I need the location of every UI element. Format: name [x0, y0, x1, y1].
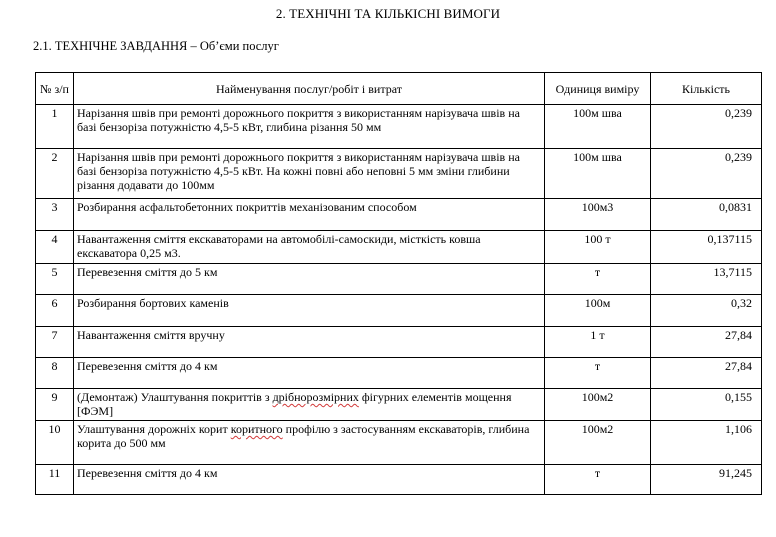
row-qty: 0,137115	[651, 231, 762, 264]
table-row	[36, 327, 762, 358]
row-num: 2	[36, 149, 74, 199]
row-unit: т	[545, 358, 651, 389]
table-row	[36, 199, 762, 231]
spellcheck-word: коритного	[230, 422, 283, 436]
row-name: Нарізання швів при ремонті дорожнього покриття з використанням нарізувача швів на базі бензоріза потужністю 4,5-5 кВт, глибина різання 50 мм	[74, 105, 545, 149]
row-unit: т	[545, 264, 651, 295]
table-row	[36, 149, 762, 199]
table-row	[36, 231, 762, 264]
row-num: 7	[36, 327, 74, 358]
row-qty: 1,106	[651, 421, 762, 465]
row-unit: 1 т	[545, 327, 651, 358]
row-unit: 100м	[545, 295, 651, 327]
row-num: 6	[36, 295, 74, 327]
row-qty: 0,155	[651, 389, 762, 421]
table-row	[36, 358, 762, 389]
table-row	[36, 389, 762, 421]
row-name: Перевезення сміття до 4 км	[74, 465, 545, 495]
row-num: 8	[36, 358, 74, 389]
document-title: 2. ТЕХНІЧНІ ТА КІЛЬКІСНІ ВИМОГИ	[275, 6, 501, 21]
row-num: 3	[36, 199, 74, 231]
table-header-row	[36, 73, 762, 105]
row-name: Навантаження сміття екскаваторами на автомобілі-самоскиди, місткість ковша екскаватора 0,25 м3.	[74, 231, 545, 264]
row-name: Навантаження сміття вручну	[74, 327, 545, 358]
row-qty: 27,84	[651, 327, 762, 358]
table-row	[36, 105, 762, 149]
row-name	[74, 389, 545, 421]
row-num: 4	[36, 231, 74, 264]
spellcheck-word: дрібнорозмірних	[272, 390, 359, 404]
row-qty: 27,84	[651, 358, 762, 389]
row-unit: 100м2	[545, 389, 651, 421]
row-num: 5	[36, 264, 74, 295]
row-qty: 0,239	[651, 105, 762, 149]
row-unit: т	[545, 465, 651, 495]
header-name: Найменування послуг/робіт і витрат	[74, 73, 545, 105]
row-qty: 0,239	[651, 149, 762, 199]
header-qty: Кількість	[651, 73, 762, 105]
row-unit: 100м шва	[545, 105, 651, 149]
row-qty: 0,0831	[651, 199, 762, 231]
row-name	[74, 421, 545, 465]
row-unit: 100м3	[545, 199, 651, 231]
row-unit: 100м шва	[545, 149, 651, 199]
section-title: 2.1. ТЕХНІЧНЕ ЗАВДАННЯ – Об’єми послуг	[33, 39, 279, 53]
row-num: 11	[36, 465, 74, 495]
row-name-part: профілю з застосуванням екскаваторів, глибина корита до 500 мм	[77, 422, 530, 450]
row-name: Розбирання асфальтобетонних покриттів механізованим способом	[74, 199, 545, 231]
row-name-part: (Демонтаж) Улаштування покриттів з	[77, 390, 273, 404]
row-num: 9	[36, 389, 74, 421]
header-num: № з/п	[36, 73, 74, 105]
table-row	[36, 421, 762, 465]
row-num: 10	[36, 421, 74, 465]
services-table	[35, 72, 762, 495]
table-row	[36, 264, 762, 295]
row-qty: 13,7115	[651, 264, 762, 295]
table-row	[36, 465, 762, 495]
table-row	[36, 295, 762, 327]
header-unit: Одиниця виміру	[545, 73, 651, 105]
row-name-part: фігурних елементів мощення [ФЭМ]	[77, 390, 512, 418]
row-qty: 91,245	[651, 465, 762, 495]
row-unit: 100 т	[545, 231, 651, 264]
row-name: Перевезення сміття до 4 км	[74, 358, 545, 389]
row-num: 1	[36, 105, 74, 149]
row-qty: 0,32	[651, 295, 762, 327]
row-name: Нарізання швів при ремонті дорожнього покриття з використанням нарізувача швів на базі бензоріза потужністю 4,5-5 кВт. На кожні повні або неповні 5 мм зміни глибини різання додавати до 100мм	[74, 149, 545, 199]
row-name: Розбирання бортових каменів	[74, 295, 545, 327]
row-name-part: Улаштування дорожніх корит	[77, 422, 231, 436]
row-unit: 100м2	[545, 421, 651, 465]
row-name: Перевезення сміття до 5 км	[74, 264, 545, 295]
